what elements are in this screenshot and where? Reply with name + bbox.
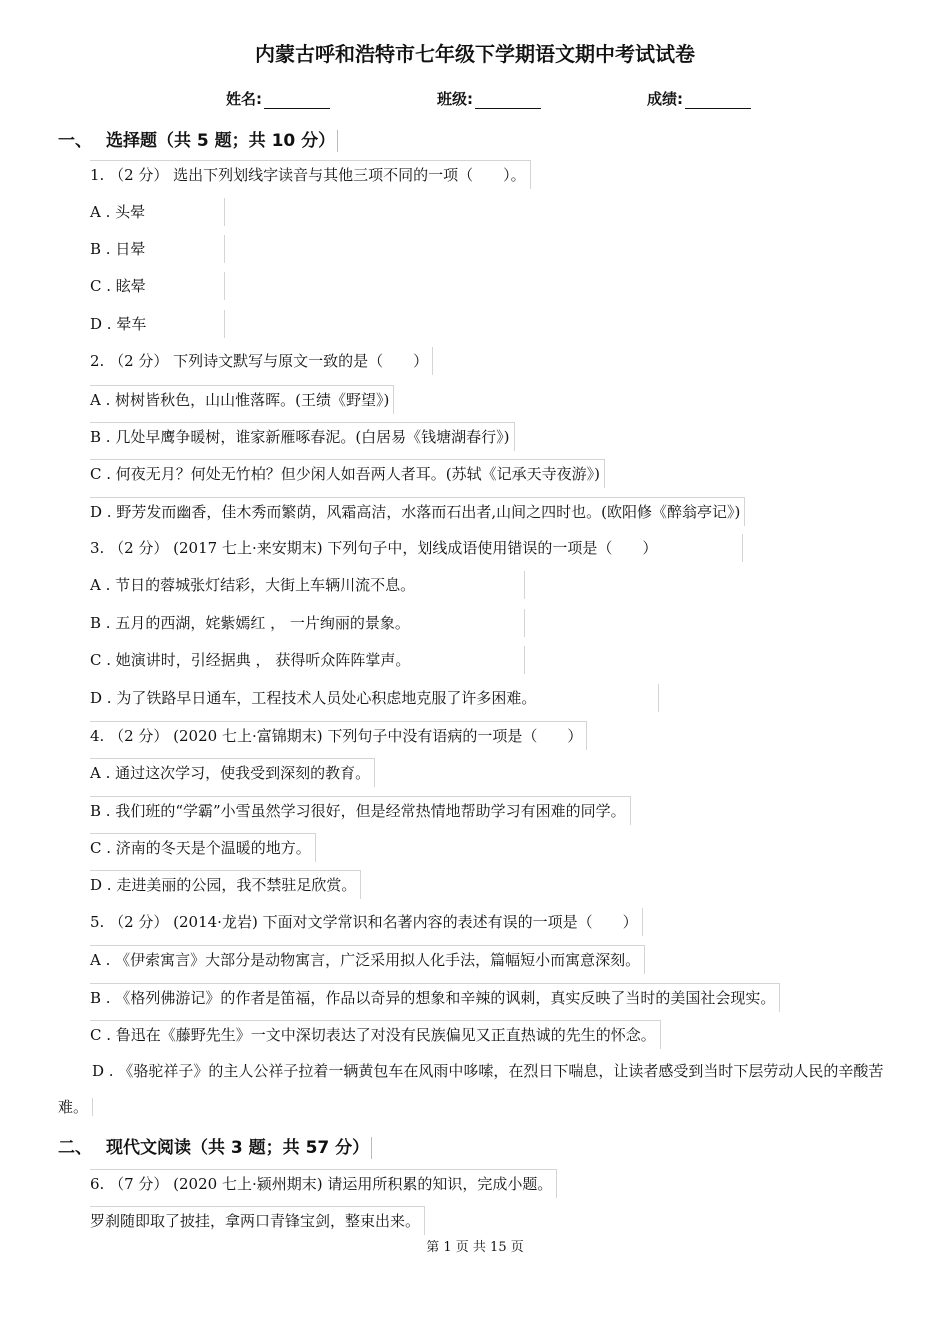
option-b[interactable]: B . 日晕 bbox=[90, 235, 225, 263]
section-title: 现代文阅读（共 3 题；共 57 分） bbox=[106, 1138, 370, 1158]
option-a[interactable]: A . 节日的蓉城张灯结彩，大街上车辆川流不息。 bbox=[90, 571, 525, 599]
passage-line: 罗刹随即取了披挂，拿两口青锋宝剑，整束出来。 bbox=[90, 1206, 425, 1235]
option-d[interactable]: D . 晕车 bbox=[90, 310, 225, 338]
section-title: 选择题（共 5 题；共 10 分） bbox=[106, 131, 336, 151]
section-heading bbox=[58, 126, 338, 152]
score-label: 成绩: bbox=[647, 90, 683, 108]
option-a[interactable]: A . 《伊索寓言》大部分是动物寓言，广泛采用拟人化手法，篇幅短小而寓意深刻。 bbox=[90, 945, 645, 974]
section-divider bbox=[337, 130, 338, 152]
option-a[interactable]: A . 头晕 bbox=[90, 198, 225, 226]
section-divider bbox=[371, 1137, 372, 1159]
page-title: 内蒙古呼和浩特市七年级下学期语文期中考试试卷 bbox=[255, 42, 695, 66]
question-stem: 6. （7 分） (2020 七上·颍州期末) 请运用所积累的知识，完成小题。 bbox=[90, 1169, 557, 1198]
option-b[interactable]: B . 五月的西湖，姹紫嫣红 ， 一片绚丽的景象。 bbox=[90, 609, 525, 637]
option-c[interactable]: C . 鲁迅在《藤野先生》一文中深切表达了对没有民族偏见又正直热诚的先生的怀念。 bbox=[90, 1020, 661, 1049]
name-field bbox=[226, 88, 330, 109]
score-blank[interactable] bbox=[685, 92, 751, 109]
option-a[interactable]: A . 树树皆秋色，山山惟落晖。(王绩《野望》) bbox=[90, 385, 394, 414]
option-b[interactable]: B . 几处早鹰争暖树，谁家新雁啄春泥。(白居易《钱塘湖春行》) bbox=[90, 422, 515, 451]
option-d[interactable]: D . 野芳发而幽香，佳木秀而繁荫，风霜高洁，水落而石出者,山间之四时也。(欧阳修《醉翁亭记》) bbox=[90, 497, 745, 526]
section-number: 一、 bbox=[58, 131, 92, 151]
question-stem: 1. （2 分） 选出下列划线字读音与其他三项不同的一项（ ）。 bbox=[90, 160, 531, 189]
option-d[interactable]: D . 走进美丽的公园，我不禁驻足欣赏。 bbox=[90, 870, 361, 899]
option-a[interactable]: A . 通过这次学习，使我受到深刻的教育。 bbox=[90, 758, 375, 787]
option-d-text: D . 《骆驼祥子》的主人公祥子拉着一辆黄包车在风雨中哆嗦，在烈日下喘息，让读者感受到当时下层劳动人民的辛酸苦难。 bbox=[58, 1062, 884, 1116]
page-footer: 第 1 页 共 15 页 bbox=[426, 1240, 524, 1255]
name-blank[interactable] bbox=[264, 92, 330, 109]
option-c[interactable]: C . 济南的冬天是个温暖的地方。 bbox=[90, 833, 316, 862]
question-stem: 5. （2 分） (2014·龙岩) 下面对文学常识和名著内容的表述有误的一项是（ ） bbox=[90, 908, 643, 936]
section-number: 二、 bbox=[58, 1138, 92, 1158]
class-label: 班级: bbox=[437, 90, 473, 108]
name-label: 姓名: bbox=[226, 90, 262, 108]
option-d[interactable]: D . 为了铁路早日通车，工程技术人员处心积虑地克服了许多困难。 bbox=[90, 684, 659, 712]
question-stem: 4. （2 分） (2020 七上·富锦期末) 下列句子中没有语病的一项是（ ） bbox=[90, 721, 587, 750]
question-stem: 2. （2 分） 下列诗文默写与原文一致的是（ ） bbox=[90, 347, 433, 375]
option-b[interactable]: B . 我们班的“学霸”小雪虽然学习很好，但是经常热情地帮助学习有困难的同学。 bbox=[90, 796, 631, 825]
student-info-row bbox=[0, 88, 950, 112]
score-field bbox=[647, 88, 751, 109]
question-stem: 3. （2 分） (2017 七上·来安期末) 下列句子中，划线成语使用错误的一项是（ ） bbox=[90, 534, 743, 562]
class-field bbox=[437, 88, 541, 109]
section-heading bbox=[58, 1133, 372, 1159]
option-c[interactable]: C . 何夜无月？何处无竹柏？但少闲人如吾两人者耳。(苏轼《记承天寺夜游》) bbox=[90, 459, 605, 488]
option-c[interactable]: C . 眩晕 bbox=[90, 272, 225, 300]
class-blank[interactable] bbox=[475, 92, 541, 109]
option-d[interactable] bbox=[58, 1053, 898, 1125]
option-b[interactable]: B . 《格列佛游记》的作者是笛福，作品以奇异的想象和辛辣的讽刺，真实反映了当时的美国社会现实。 bbox=[90, 983, 780, 1012]
option-c[interactable]: C . 她演讲时，引经据典 ， 获得听众阵阵掌声。 bbox=[90, 646, 525, 674]
